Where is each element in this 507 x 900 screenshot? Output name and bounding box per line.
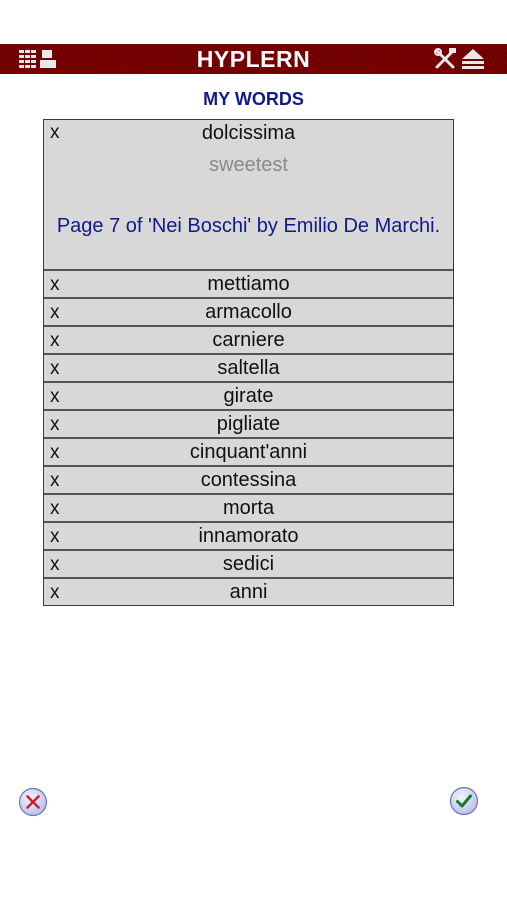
app-title: HYPLERN [196, 46, 311, 72]
delete-word-button[interactable]: x [50, 330, 60, 351]
word-text: mettiamo [207, 273, 290, 295]
list-item[interactable] [44, 411, 453, 439]
source-link[interactable]: Page 7 of 'Nei Boschi' by Emilio De Marchi. [56, 215, 441, 237]
word-text: anni [229, 581, 268, 603]
word-text: girate [223, 385, 274, 407]
word-text: pigliate [216, 413, 281, 435]
list-item[interactable] [44, 383, 453, 411]
delete-word-button[interactable]: x [50, 554, 60, 575]
word-text: saltella [217, 357, 280, 379]
cancel-button[interactable] [18, 787, 48, 817]
list-item[interactable] [44, 579, 453, 605]
list-item[interactable] [44, 439, 453, 467]
confirm-check-icon [449, 786, 479, 816]
word-text: dolcissima [201, 122, 296, 144]
word-text: morta [222, 497, 275, 519]
tools-icon[interactable] [433, 47, 459, 71]
words-list [43, 119, 454, 606]
word-text: armacollo [205, 301, 292, 323]
delete-word-button[interactable]: x [50, 358, 60, 379]
word-text: innamorato [198, 525, 299, 547]
list-item[interactable] [44, 271, 453, 299]
list-item[interactable] [44, 467, 453, 495]
eject-home-icon[interactable] [460, 47, 486, 71]
cancel-x-icon [18, 787, 48, 817]
delete-word-button[interactable]: x [50, 526, 60, 547]
word-text: cinquant'anni [189, 441, 308, 463]
list-item[interactable] [44, 355, 453, 383]
delete-word-button[interactable]: x [50, 582, 60, 603]
translation-text: sweetest [209, 154, 288, 176]
page-title: MY WORDS [203, 89, 304, 109]
list-item[interactable] [44, 299, 453, 327]
delete-word-button[interactable]: x [50, 442, 60, 463]
delete-word-button[interactable]: x [50, 386, 60, 407]
list-item[interactable] [44, 523, 453, 551]
list-item[interactable] [44, 495, 453, 523]
delete-word-button[interactable]: x [50, 122, 60, 143]
confirm-button[interactable] [449, 786, 479, 816]
word-text: contessina [200, 469, 297, 491]
top-bar [0, 44, 507, 74]
list-item[interactable] [44, 551, 453, 579]
list-item[interactable] [44, 327, 453, 355]
word-text: carniere [212, 329, 285, 351]
delete-word-button[interactable]: x [50, 302, 60, 323]
delete-word-button[interactable]: x [50, 470, 60, 491]
delete-word-button[interactable]: x [50, 274, 60, 295]
expanded-word-entry[interactable] [44, 120, 453, 271]
delete-word-button[interactable]: x [50, 414, 60, 435]
word-text: sedici [222, 553, 275, 575]
delete-word-button[interactable]: x [50, 498, 60, 519]
